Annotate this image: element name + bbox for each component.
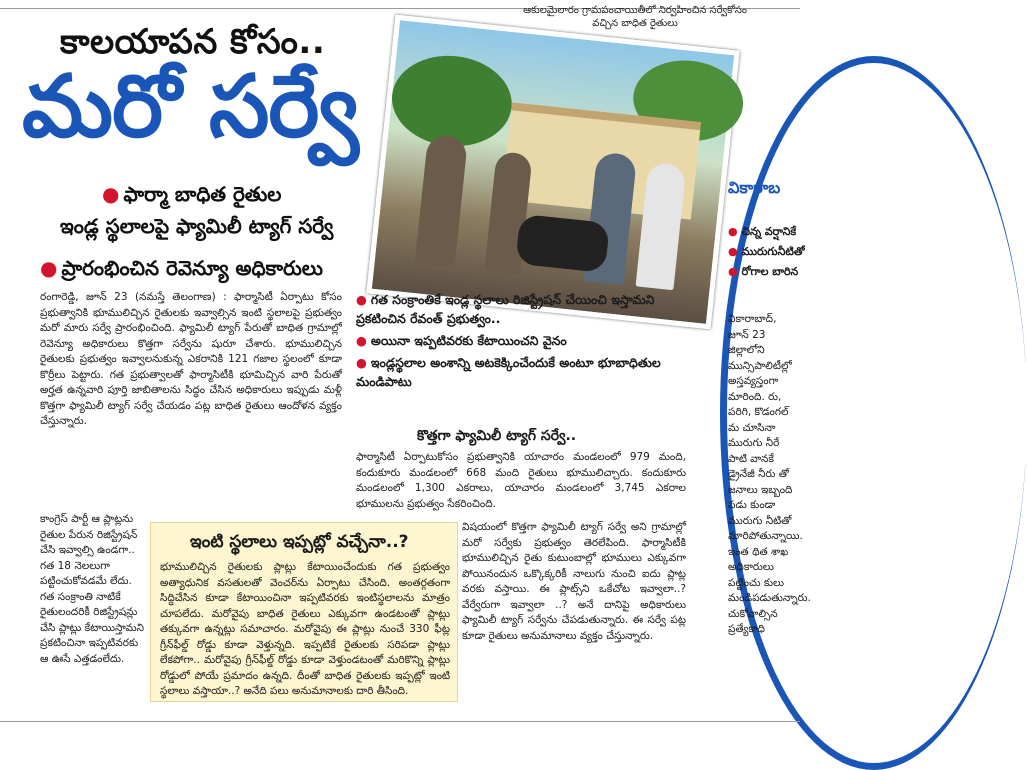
photo-caption: ఆకులమైలారం గ్రామపంచాయితీలో నిర్వహించిన సర్వేకోసం వచ్చిన బాధిత రైతులు xyxy=(523,5,747,29)
subheading-3-text: ప్రారంభించిన రెవెన్యూ అధికారులు xyxy=(61,256,323,280)
bullet-dot-icon: ● xyxy=(356,333,367,348)
sidebar-box-title: ఇంటి స్థలాలు ఇప్పట్లో వచ్చేనా..? xyxy=(190,532,409,552)
highlight-bullet-text: ఇండ్లస్థలాల అంశాన్ని అటకెక్కించేందుకే అంటూ భూబాధితుల మండిపాటు xyxy=(356,355,661,389)
article-body-col1-cont: కాంగ్రెస్ పార్టీ ఆ ప్లాట్లను రైతుల పేరున రిజిస్ట్రేషన్ చేసి ఇవ్వాల్సి ఉండగా.. గత 18 నెలలుగా పట్టించుకోవడమే లేదు. గత సంక్రాంతి నాటికే రైతులందరికీ రిజిస్ట్రేషన్లు చేసి ప్లాట్లు కేటాయిస్తామని ప్రకటించినా ఇప్పటివరకు ఆ ఊసే ఎత్తడంలేదు. xyxy=(40,513,145,665)
subheading-1 xyxy=(102,182,281,211)
adjacent-bullet-2 xyxy=(728,245,805,261)
highlight-bullet xyxy=(356,353,686,391)
bullet-dot-icon: ● xyxy=(728,225,738,238)
adjacent-article-heads xyxy=(728,120,805,281)
highlight-bullet-text: గత సంక్రాంతికే ఇండ్ల స్థలాలు రిజిస్ట్రేషన్ చేయించి ఇస్తామని ప్రకటించిన రేవంత్ ప్రభుత్వం.. xyxy=(356,292,655,326)
bullet-dot-icon: ● xyxy=(728,245,738,258)
highlight-bullet xyxy=(356,331,686,350)
bullet-dot-icon: ● xyxy=(728,265,738,278)
article-body-col1: రంగారెడ్డి, జూన్ 23 (నమస్తే తెలంగాణ) : ఫార్మాసిటీ ఏర్పాటు కోసం ప్రభుత్వానికి భూములిచ్చిన రైతులకు ఇవ్వాల్సిన ఇంటి స్థలాలపై ప్రభుత్వం మరో మారు సర్వే ప్రారంభించింది. ఫ్యామిలీ ట్యాగ్ పేరుతో బాధిత గ్రామాల్లో రెవెన్యూ అధికారులు కొత్తగా సర్వేను షురూ చేశారు. భూములిచ్చిన రైతులకు ప్రభుత్వం ఇవ్వాలనుకున్న ఎకరానికి 121 గజాల స్థలంలో కూడా కొర్రీలు పెట్టారు. గత ప్రభుత్వాలతో ఫార్మాసిటీకి భూమిచ్చిన వారి పేరుతో అర్హత ఉన్నవారి పూర్తి జాబితాలను సిద్ధం చేసిన అధికారులు ఇప్పుడు మళ్లీ కొత్తగా ఫ్యామిలీ ట్యాగ్ సర్వే చేయడం పట్ల బాధిత రైతులు ఆందోళన వ్యక్తం చేస్తున్నారు. xyxy=(40,291,342,427)
subheading-2: ఇండ్ల స్థలాలపై ఫ్యామిలీ ట్యాగ్ సర్వే xyxy=(60,214,334,238)
bullet-dot-icon: ● xyxy=(40,256,58,280)
article-body-col2-cont: విషయంలో కొత్తగా ఫ్యామిలీ ట్యాగ్ సర్వే అని గ్రామాల్లో మరో సర్వేకు ప్రభుత్వం తెరలేపింది. ఫార్మాసిటీకి భూములిచ్చిన రైతు కుటుంబాల్లో భూములు ఎక్కువగా పోయినందున ఒక్కొక్కరికీ నాలుగు నుంచి ఐదు ప్లాట్ల వరకు వస్తాయి. ఈ ప్లాట్స్‌ని ఒకేచోట ఇవ్వాలా..? వేర్వేరుగా ఇవ్వాలా ..? అనే దానిపై అధికారులు ఫ్యామిలీ ట్యాగ్ సర్వేను చేపడుతున్నారు. ఈ సర్వే పట్ల కూడా రైతులు అనుమానాలు వ్యక్తం చేస్తున్నారు. xyxy=(462,521,686,642)
adjacent-bullet-3-text: రోగాల బారిన xyxy=(741,265,799,278)
kicker: కాలయాపన కోసం.. xyxy=(60,22,326,62)
photo-motorbike xyxy=(515,214,610,273)
subheading-3 xyxy=(40,256,323,285)
headline: మరో సర్వే xyxy=(22,57,358,157)
news-photo xyxy=(366,15,739,330)
highlight-bullets xyxy=(356,290,686,394)
adjacent-bullet-3 xyxy=(728,265,800,281)
bottom-rule xyxy=(0,721,800,722)
adjacent-bullet-1 xyxy=(728,225,800,241)
bullet-dot-icon: ● xyxy=(356,292,367,307)
article-body-col2: ఫార్మాసిటీ ఏర్పాటుకోసం ప్రభుత్వానికి యాచారం మండలంలో 979 మంది, కందుకూరు మండలంలో 668 మంది రైతులు భూములిచ్చారు. కందుకూరు మండలంలో 1,300 ఎకరాలు, యాచారం మండలంలో 3,745 ఎకరాల భూములను ప్రభుత్వం సేకరించింది. xyxy=(356,451,686,510)
adjacent-bullet-1-text: చిన్న వర్షానికే xyxy=(741,225,797,238)
section-heading: కొత్తగా ఫ్యామిలీ ట్యాగ్ సర్వే.. xyxy=(417,428,577,444)
adjacent-bullet-2-text: మురుగునీటితో xyxy=(741,245,805,258)
highlight-bullet xyxy=(356,290,686,328)
adjacent-title-fragment: వికారాబ xyxy=(728,178,781,197)
bullet-dot-icon: ● xyxy=(356,355,367,370)
bullet-dot-icon: ● xyxy=(102,182,120,206)
adjacent-article-body: వికారాబాద్, జూన్ 23 జిల్లాలోని మున్సిపాలిటీల్లో అస్తవ్యస్తంగా మారింది. రు, పరిగి, కొడంగల్ మ చూసినా మురుగు నీరే పాటి వానకే డ్రైనేజీ నీరు తో జనాలు ఇబ్బంది పడు కుండా మురుగు నీటితో మారిపోతున్నాయి. ఇంత థిత శాఖ అధికారులు పట్టించు కులు మండిపడుతున్నారు. చుకోవాల్సిన ప్రత్యేకాధి xyxy=(728,313,811,635)
sidebar-box-body: భూములిచ్చిన రైతులకు ప్లాట్లు కేటాయించేందుకు గత ప్రభుత్వం అత్యాధునిక వసతులతో వెంచర్‌ను ఏర్పాటు చేసింది. అంతర్గతంగా సిద్ధిచేసిన కూడా కేటాయించినా ఇప్పటివరకు ఇంటిస్థలాలను మాత్రం చూపలేదు. మరోవైపు బాధిత రైతులు ఎక్కువగా ఉండటంతో ప్లాట్లు తక్కువగా ఉన్నట్లు సమాచారం. మరోవైపు ఈ ప్లాట్లు నుంచే 330 ఫీట్ల గ్రీన్‌ఫీల్డ్ రోడ్డు కూడా వెళ్తున్నది. ఇప్పటికే రైతులకు సరిపడా ప్లాట్లు లేకపోగా.. మరోవైపు గ్రీన్‌ఫీల్డ్ రోడ్డు కూడా వెళ్తుండటంతో మరికొన్ని ప్లాట్లు రోడ్డులో పోయే ప్రమాదం ఉన్నది. దీంతో బాధిత రైతులకు ఇప్పట్లో ఇంటి స్థలాలు వస్తాయా..? అనేది పలు అనుమానాలకు దారి తీసింది. xyxy=(160,561,450,697)
photo-person xyxy=(415,134,468,267)
highlight-bullet-text: అయినా ఇప్పటివరకు కేటాయించని వైనం xyxy=(370,333,567,348)
subheading-1-text: ఫార్మా బాధిత రైతుల xyxy=(123,182,282,206)
